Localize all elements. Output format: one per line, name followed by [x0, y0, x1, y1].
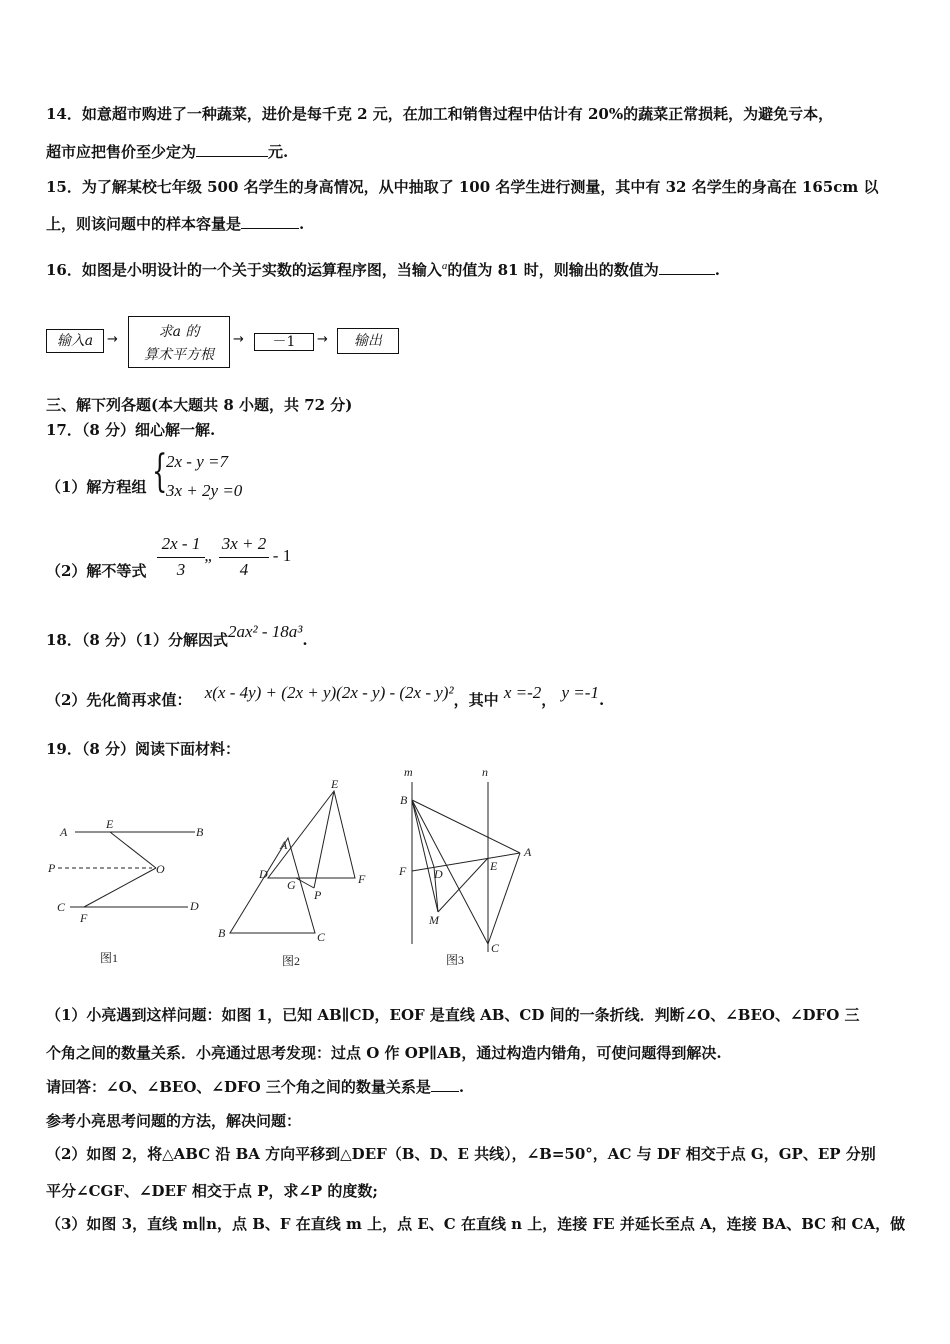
- q18-part1-end: .: [302, 631, 308, 649]
- fig3-line-bc: [412, 800, 488, 944]
- fig2-caption: 图2: [282, 954, 301, 968]
- fig1-line-eo: [110, 832, 156, 868]
- q17-title: 17．（8 分）细心解一解.: [46, 421, 216, 439]
- flow-output-box: 输出: [337, 328, 399, 354]
- fig1-caption: 图1: [100, 951, 119, 965]
- fig1-label-f: F: [80, 911, 88, 925]
- fig2-label-d: D: [259, 867, 268, 881]
- fig3-label-d: D: [434, 867, 443, 881]
- q14-line1: 14．如意超市购进了一种蔬菜，进价是每千克 2 元，在加工和销售过程中估计有 20%的蔬菜正常损耗，为避免亏本，: [46, 105, 834, 123]
- q14-line2-unit: 元.: [268, 143, 289, 161]
- fig1-line-of: [84, 868, 156, 907]
- q17-den-right: 4: [239, 560, 249, 579]
- fig3-label-e: E: [490, 859, 498, 873]
- fig2-label-f: F: [358, 872, 366, 886]
- q17-tail: - 1: [272, 546, 292, 565]
- q16-text-mid: 的值为 81 时，则输出的数值为: [447, 261, 659, 279]
- flow-minus-one-box: －1: [254, 333, 314, 351]
- fig3-line-me: [438, 858, 488, 912]
- q19-p1-question: [46, 1076, 464, 1097]
- fig3-label-n: n: [482, 765, 488, 779]
- q18-part2-label: （2）先化简再求值：: [46, 691, 192, 709]
- fig3-line-ba: [412, 800, 520, 853]
- q18-expr1: 2ax² - 18a³: [227, 622, 303, 641]
- q17-bar-left: [157, 557, 205, 558]
- fig3-line-bm: [412, 800, 438, 912]
- fig1-label-o: O: [156, 862, 165, 876]
- q19-p2-intro: 参考小亮思考问题的方法，解决问题：: [46, 1112, 302, 1130]
- q15-line2: [46, 213, 304, 234]
- flow-sqrt-box: [128, 316, 230, 368]
- q19-p1-question-text: 请回答：∠O、∠BEO、∠DFO 三个角之间的数量关系是: [46, 1078, 431, 1096]
- fig1-label-b: B: [196, 825, 204, 839]
- q17-bar-right: [219, 557, 269, 558]
- q18-cond-y: y =-1: [561, 683, 599, 702]
- q19-p2-line2: 平分∠CGF、∠DEF 相交于点 P，求∠P 的度数;: [46, 1182, 378, 1200]
- q19-p1-answer-blank[interactable]: [431, 1077, 459, 1092]
- fig1-label-p: P: [48, 861, 56, 875]
- q17-part2-label: （2）解不等式: [46, 562, 147, 580]
- q19-figure-1: [40, 810, 210, 970]
- fig1-label-e: E: [106, 817, 114, 831]
- fig2-line-ep: [314, 791, 334, 888]
- q16-answer-blank[interactable]: [659, 260, 715, 275]
- fig2-label-c: C: [317, 930, 326, 944]
- fig1-label-a: A: [60, 825, 68, 839]
- fig3-label-m-point: M: [429, 913, 439, 927]
- q19-figure-3: [396, 762, 546, 972]
- q18-end: .: [598, 691, 605, 709]
- flow-sqrt-line2: 算术平方根: [144, 347, 214, 363]
- fig3-label-f: F: [399, 864, 407, 878]
- q18-expr2: x(x - 4y) + (2x + y)(2x - y) - (2x - y)²: [204, 683, 454, 702]
- q14-answer-blank[interactable]: [196, 142, 268, 157]
- q17-num-left: 2x - 1: [161, 534, 201, 553]
- fig2-label-e: E: [331, 777, 339, 791]
- section3-heading: 三、解下列各题(本大题共 8 小题，共 72 分): [46, 396, 353, 414]
- q19-figure-2: [210, 775, 380, 975]
- q16-line: [46, 259, 720, 280]
- q16-var-a: a: [441, 260, 448, 272]
- fig3-line-bd: [412, 800, 434, 867]
- q19-p2-line1: （2）如图 2，将△ABC 沿 BA 方向平移到△DEF（B、D、E 共线），∠B=50°，AC 与 DF 相交于点 G，GP、EP 分别: [46, 1145, 876, 1163]
- q18-line2: [46, 683, 605, 710]
- fig1-label-d: D: [190, 899, 199, 913]
- fig2-label-g: G: [287, 878, 296, 892]
- fig3-label-m: m: [404, 765, 413, 779]
- fig3-caption: 图3: [446, 953, 465, 967]
- fig2-triangle-abc: [230, 838, 315, 933]
- q16-text-pre: 16．如图是小明设计的一个关于实数的运算程序图，当输入: [46, 261, 442, 279]
- flow-arrow-2: →: [233, 332, 244, 347]
- q17-num-right: 3x + 2: [221, 534, 267, 553]
- q17-den-left: 3: [176, 560, 186, 579]
- flow-input-box: 输入a: [46, 329, 104, 353]
- q17-eq1: 2x - y =7: [166, 452, 228, 471]
- fig1-label-c: C: [57, 900, 66, 914]
- q18-line1: [46, 622, 308, 650]
- q19-title: 19．（8 分）阅读下面材料：: [46, 740, 241, 758]
- flow-arrow-1: →: [107, 332, 118, 347]
- fig3-label-a: A: [524, 845, 532, 859]
- q15-answer-blank[interactable]: [241, 214, 299, 229]
- q14-line2: [46, 141, 288, 162]
- q15-line2-text: 上，则该问题中的样本容量是: [46, 215, 242, 233]
- q14-line2-text: 超市应把售价至少定为: [46, 143, 197, 161]
- fig2-line-gp: [296, 878, 314, 888]
- q18-where: ，其中: [453, 691, 499, 709]
- q15-line1: 15．为了解某校七年级 500 名学生的身高情况，从中抽取了 100 名学生进行测量，其中有 32 名学生的身高在 165cm 以: [46, 178, 879, 196]
- q18-cond-x: x =-2: [503, 683, 542, 702]
- q17-system-brace: {: [152, 446, 168, 497]
- q17-eq2: 3x + 2y =0: [166, 481, 243, 500]
- fig3-label-b: B: [400, 793, 408, 807]
- q18-sep: ，: [541, 691, 557, 709]
- flow-sqrt-line1: 求a 的: [158, 324, 200, 340]
- q17-part1-label: （1）解方程组: [46, 478, 147, 496]
- fig2-label-a: A: [280, 838, 288, 852]
- q19-p3-line1: （3）如图 3，直线 m∥n，点 B、F 在直线 m 上，点 E、C 在直线 n 上，连接 FE 并延长至点 A，连接 BA、BC 和 CA，做: [46, 1215, 906, 1233]
- q16-text-post: .: [714, 261, 720, 279]
- fig3-label-c: C: [491, 941, 500, 955]
- fig2-label-b: B: [218, 926, 226, 940]
- fig2-triangle-def: [268, 791, 355, 878]
- flow-arrow-3: →: [317, 332, 328, 347]
- q19-p1-line1: （1）小亮遇到这样问题：如图 1，已知 AB∥CD，EOF 是直线 AB、CD 间的一条折线．判断∠O、∠BEO、∠DFO 三: [46, 1006, 860, 1024]
- q18-part1-label: 18．（8 分）（1）分解因式: [46, 631, 228, 649]
- q15-line2-end: .: [299, 215, 305, 233]
- q17-relation: „: [204, 546, 214, 565]
- q19-p1-question-end: .: [458, 1078, 465, 1096]
- q19-p1-line2: 个角之间的数量关系．小亮通过思考发现：过点 O 作 OP∥AB，通过构造内错角，可使问题得到解决.: [46, 1044, 722, 1062]
- fig2-label-p: P: [314, 888, 322, 902]
